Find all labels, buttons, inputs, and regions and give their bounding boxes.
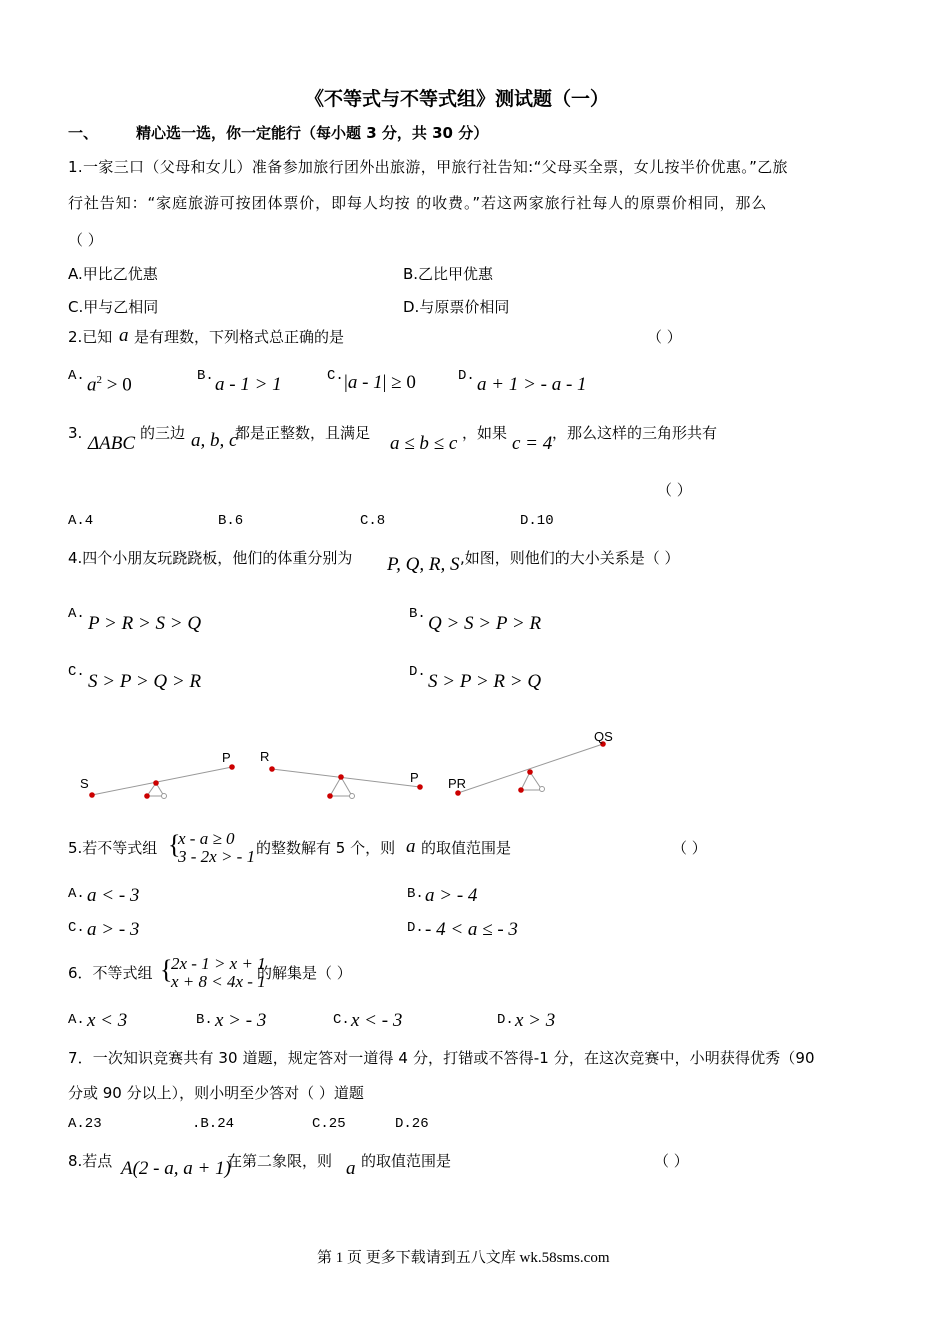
q5-option-b-label: B. — [407, 886, 424, 902]
q6-system-brace: { — [160, 955, 173, 984]
q6-system — [171, 955, 266, 991]
q6-inequality-2: x + 8 < 4x - 1 — [171, 972, 266, 991]
q4-stem-start: 4.四个小朋友玩跷跷板，他们的体重分别为 — [68, 549, 353, 567]
q5-option-c: a > - 3 — [87, 919, 140, 940]
seesaw-figure — [60, 720, 660, 810]
q6-stem-start: 6．不等式组 — [68, 964, 153, 982]
q3-option-c: C.8 — [360, 513, 386, 529]
q4-vars: P, Q, R, S — [387, 554, 460, 575]
q1-option-b: B.乙比甲优惠 — [403, 265, 494, 283]
q2-var-a: a — [119, 325, 129, 346]
q6-option-a: x < 3 — [87, 1010, 128, 1031]
q1-option-d: D.与原票价相同 — [403, 298, 510, 316]
q3-text-3: ，如果 — [462, 424, 508, 442]
q5-option-d: - 4 < a ≤ - 3 — [425, 919, 518, 940]
q3-text-4: ，那么这样的三角形共有 — [552, 424, 718, 442]
seesaw-2-left-label: R — [260, 749, 270, 764]
q2-option-d: a + 1 > - a - 1 — [477, 374, 587, 395]
seesaw-1-base-dot — [144, 793, 150, 799]
seesaw-3-right-label: QS — [594, 729, 613, 744]
q4-option-c: S > P > Q > R — [88, 671, 202, 692]
seesaw-3-base-hollow — [540, 787, 545, 792]
q5-stem-middle: 的整数解有 5 个，则 — [256, 839, 396, 857]
q5-system-brace: { — [168, 830, 181, 859]
q7-option-c: C.25 — [312, 1116, 346, 1132]
q2-option-c: |a - 1| ≥ 0 — [344, 372, 416, 393]
q2-option-a-label: A. — [68, 368, 85, 384]
q2-stem-start: 2.已知 — [68, 328, 113, 346]
seesaw-3-left-label: PR — [448, 776, 467, 791]
q1-line2: 行社告知：“家庭旅游可按团体票价，即每人均按 的收费。”若这两家旅行社每人的原票价相同，那么 — [68, 194, 768, 212]
seesaw-2-right-dot — [417, 784, 423, 790]
seesaw-1-left-dot — [89, 792, 95, 798]
q2-stem-end: 是有理数，下列格式总正确的是 — [134, 328, 345, 346]
q4-option-d: S > P > R > Q — [428, 671, 542, 692]
section-number: 一、 — [68, 124, 99, 142]
q3-option-d: D.10 — [520, 513, 554, 529]
q6-option-d: x > 3 — [515, 1010, 556, 1031]
q6-stem-end: 的解集是（ ） — [257, 964, 352, 982]
q6-option-b-label: B. — [196, 1012, 213, 1028]
q6-option-c: x < - 3 — [351, 1010, 403, 1031]
seesaw-1-base-hollow — [162, 794, 167, 799]
q6-option-b: x > - 3 — [215, 1010, 267, 1031]
page-footer: 第 1 页 更多下载请到五八文库 wk.58sms.com — [317, 1250, 610, 1266]
seesaw-1 — [80, 750, 235, 799]
q5-inequality-1: x - a ≥ 0 — [178, 829, 235, 848]
seesaw-3-base-dot — [518, 787, 524, 793]
q5-system — [178, 830, 255, 866]
q1-line1: 1.一家三口（父母和女儿）准备参加旅行团外出旅游，甲旅行社告知:“父母买全票，女儿按半价优惠。”乙旅 — [68, 158, 788, 176]
q1-option-a: A.甲比乙优惠 — [68, 265, 158, 283]
q2-option-c-label: C. — [327, 368, 344, 384]
section-heading: 精心选一选，你一定能行（每小题 3 分，共 30 分） — [136, 124, 489, 142]
q7-option-a: A.23 — [68, 1116, 102, 1132]
q3-triangle: ΔABC — [88, 433, 136, 454]
q4-option-a-label: A. — [68, 606, 85, 622]
q4-option-b: Q > S > P > R — [428, 613, 542, 634]
q2-option-a: $a^2 > 0$ — [87, 374, 132, 396]
q3-text-1: 的三边 — [140, 424, 186, 442]
q5-answer-blank: （ ） — [672, 839, 707, 857]
seesaw-1-left-label: S — [80, 776, 89, 791]
q7-option-d: D.26 — [395, 1116, 429, 1132]
q5-option-d-label: D. — [407, 920, 424, 936]
seesaw-3 — [448, 729, 613, 796]
seesaw-2-base-hollow — [350, 794, 355, 799]
q8-var-a: a — [346, 1158, 356, 1179]
page-title: 《不等式与不等式组》测试题（一） — [305, 88, 610, 110]
q6-inequality-1: 2x - 1 > x + 1 — [171, 954, 266, 973]
q2-option-b-label: B. — [197, 368, 214, 384]
seesaw-2-pivot-dot — [338, 774, 344, 780]
q6-option-d-label: D. — [497, 1012, 514, 1028]
q1-answer-blank: （ ） — [68, 231, 103, 249]
q3-sides: a, b, c — [191, 430, 238, 451]
seesaw-1-right-dot — [229, 764, 235, 770]
q5-option-b: a > - 4 — [425, 885, 478, 906]
seesaw-3-pivot-dot — [527, 769, 533, 775]
q8-point: A(2 - a, a + 1) — [121, 1158, 231, 1179]
q1-option-c: C.甲与乙相同 — [68, 298, 159, 316]
q3-number: 3. — [68, 424, 83, 442]
q8-stem-middle: 在第二象限，则 — [227, 1152, 333, 1170]
q2-option-b: a - 1 > 1 — [215, 374, 282, 395]
q4-option-d-label: D. — [409, 664, 426, 680]
q5-inequality-2: 3 - 2x > - 1 — [178, 847, 256, 866]
q4-stem-end: ,如图，则他们的大小关系是（ ） — [460, 549, 680, 567]
q6-option-a-label: A. — [68, 1012, 85, 1028]
q3-answer-blank: （ ） — [657, 481, 692, 499]
q7-option-b: .B.24 — [192, 1116, 235, 1132]
seesaw-3-left-dot — [455, 790, 461, 796]
q3-option-a: A.4 — [68, 513, 94, 529]
q3-inequality: a ≤ b ≤ c — [390, 433, 458, 454]
q7-line1: 7．一次知识竞赛共有 30 道题，规定答对一道得 4 分，打错或不答得-1 分，在这次竞赛中，小明获得优秀（90 — [68, 1049, 815, 1067]
q8-answer-blank: （ ） — [654, 1152, 689, 1170]
seesaw-2 — [260, 749, 423, 799]
q3-option-b: B.6 — [218, 513, 244, 529]
q4-option-c-label: C. — [68, 664, 85, 680]
q2-option-d-label: D. — [458, 368, 475, 384]
q5-option-a: a < - 3 — [87, 885, 140, 906]
q8-stem-end: 的取值范围是 — [361, 1152, 452, 1170]
q6-option-c-label: C. — [333, 1012, 350, 1028]
q3-c-equals: c = 4 — [512, 433, 553, 454]
q4-option-b-label: B. — [409, 606, 426, 622]
q4-option-a: P > R > S > Q — [88, 613, 202, 634]
q7-line2: 分或 90 分以上），则小明至少答对（ ）道题 — [68, 1084, 364, 1102]
q5-option-c-label: C. — [68, 920, 85, 936]
q5-stem-start: 5.若不等式组 — [68, 839, 158, 857]
seesaw-2-base-dot — [327, 793, 333, 799]
q3-text-2: 都是正整数，且满足 — [235, 424, 371, 442]
seesaw-2-right-label: P — [410, 770, 419, 785]
q2-answer-blank: （ ） — [647, 328, 682, 346]
seesaw-1-right-label: P — [222, 750, 231, 765]
seesaw-1-pivot-dot — [153, 780, 159, 786]
q5-option-a-label: A. — [68, 886, 85, 902]
q5-var-a: a — [406, 836, 416, 857]
seesaw-2-left-dot — [269, 766, 275, 772]
q8-stem-start: 8.若点 — [68, 1152, 113, 1170]
q5-stem-end: 的取值范围是 — [421, 839, 512, 857]
